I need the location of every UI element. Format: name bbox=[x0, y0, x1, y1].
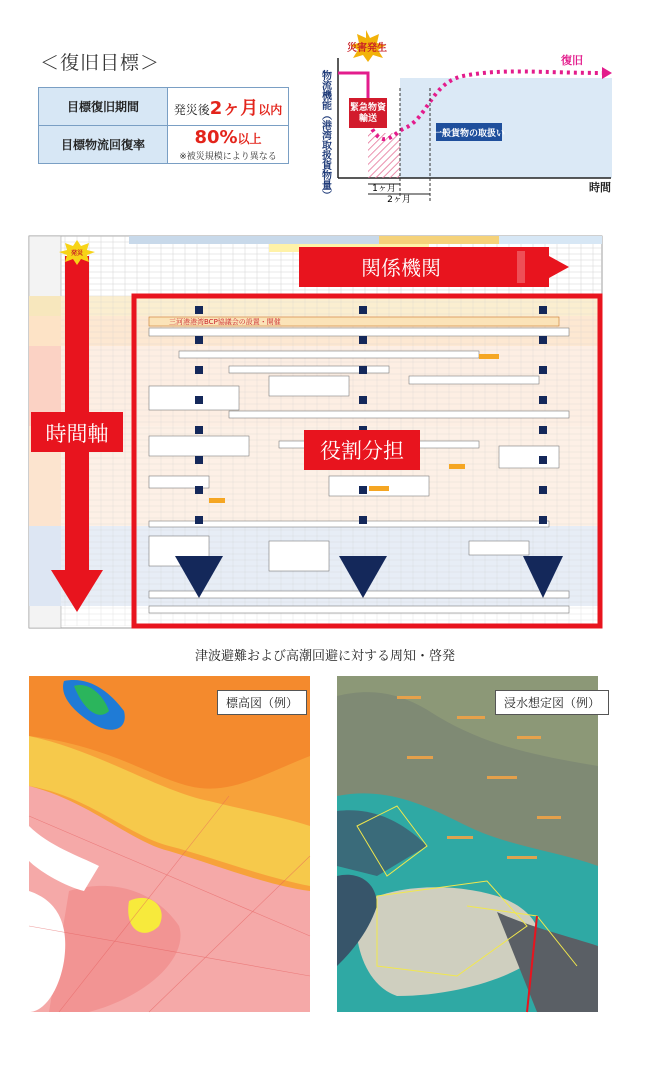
rate-number: 80% bbox=[194, 127, 238, 148]
inundation-map-image bbox=[337, 676, 598, 1012]
recovery-arrowhead bbox=[602, 67, 612, 79]
month1-label: 1ヶ月 bbox=[372, 184, 396, 194]
period-prefix: 発災後 bbox=[173, 102, 210, 117]
rate-label: 目標物流回復率 bbox=[39, 126, 168, 164]
time-axis-label: 時間軸 bbox=[45, 422, 109, 446]
recovery-target-title: ＜復旧目標＞ bbox=[40, 52, 161, 74]
emergency-label: 緊急物資輸送 bbox=[349, 103, 387, 124]
recovery-area bbox=[400, 78, 612, 178]
y-axis-label: 物流機能（港湾取扱貨物量） bbox=[319, 70, 331, 200]
recovery-label: 復旧 bbox=[561, 54, 583, 67]
rate-value bbox=[168, 126, 289, 164]
section-caption: 津波避難および高潮回避に対する周知・啓発 bbox=[194, 649, 455, 664]
period-number: 2ヶ月 bbox=[209, 97, 259, 119]
recovery-timeline-diagram bbox=[313, 28, 623, 205]
recovery-target-table bbox=[38, 87, 289, 164]
disaster-label: 災害発生 bbox=[347, 43, 387, 54]
role-timeline-chart bbox=[29, 236, 602, 628]
council-banner: 三河港港湾BCP協議会の設置・開催 bbox=[169, 318, 281, 326]
elevation-map-label: 標高図（例） bbox=[217, 690, 307, 715]
general-cargo-label: 一般貨物の取扱い bbox=[432, 129, 506, 139]
period-value bbox=[168, 88, 289, 126]
period-label: 目標復旧期間 bbox=[39, 88, 168, 126]
rate-note: ※被災規模により異なる bbox=[179, 152, 277, 162]
table-row bbox=[39, 126, 289, 164]
table-row bbox=[39, 88, 289, 126]
period-suffix: 以内 bbox=[258, 102, 283, 117]
elevation-map bbox=[29, 676, 310, 1012]
rate-suffix: 以上 bbox=[237, 132, 262, 146]
top-disaster-label: 発災 bbox=[70, 250, 84, 257]
inundation-map bbox=[337, 676, 618, 1012]
x-axis-label: 時間 bbox=[589, 181, 611, 194]
agencies-label: 関係機関 bbox=[361, 256, 441, 280]
elevation-map-image bbox=[29, 676, 310, 1012]
roles-label: 役割分担 bbox=[320, 439, 404, 463]
inundation-map-label: 浸水想定図（例） bbox=[495, 690, 609, 715]
month2-label: 2ヶ月 bbox=[387, 195, 411, 205]
